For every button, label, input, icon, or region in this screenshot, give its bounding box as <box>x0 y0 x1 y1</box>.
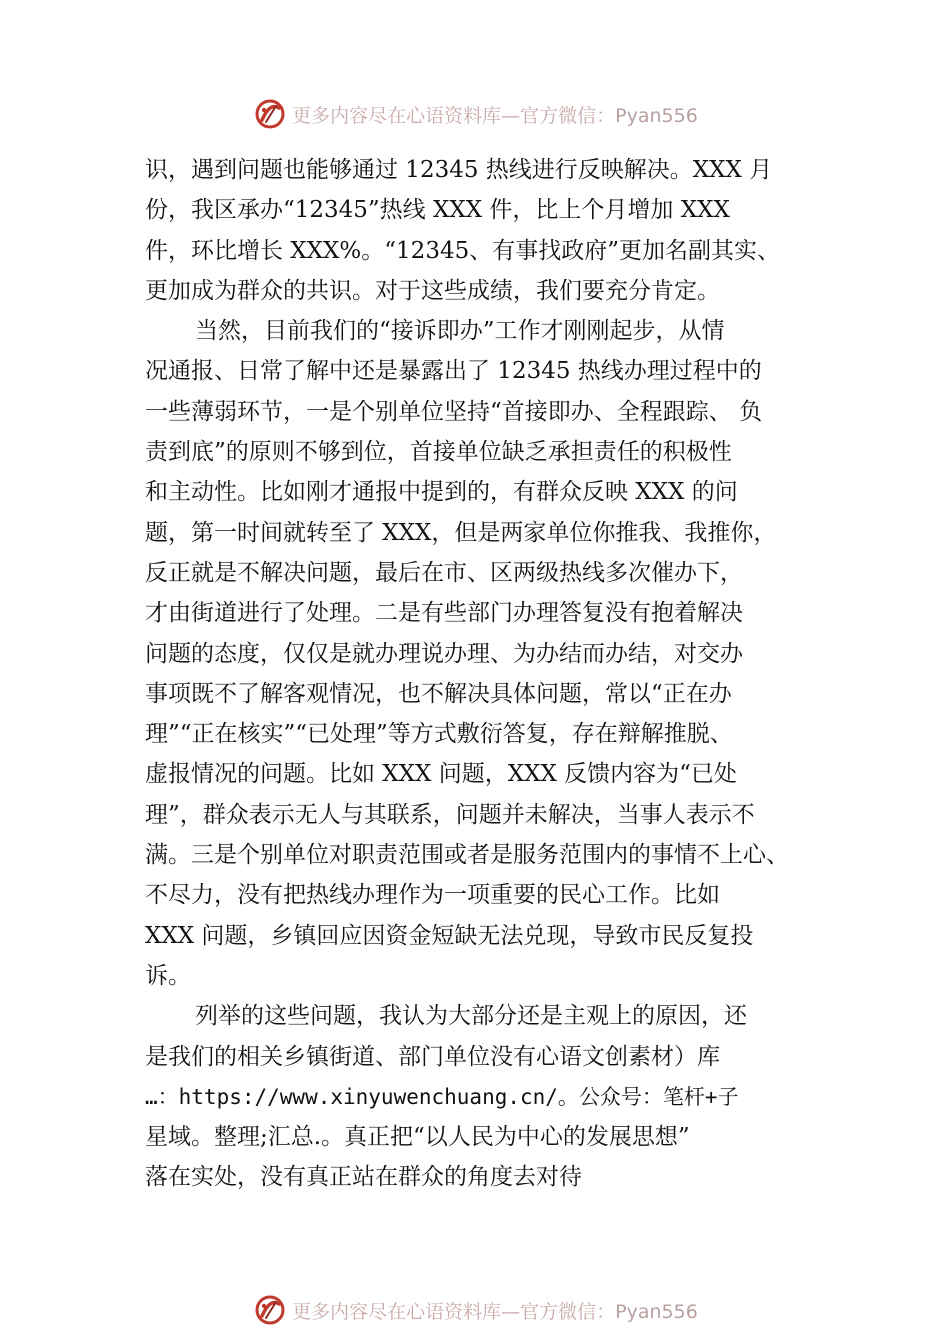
text-line: 星域。整理;汇总.。真正把“以人民为中心的发展思想” <box>145 1124 690 1151</box>
text-line: 理”“正在核实”“已处理”等方式敷衍答复，存在辩解推脱、 <box>145 721 733 748</box>
paragraph-start-line: 当然，目前我们的“接诉即办”工作才刚刚起步，从情 <box>195 318 725 345</box>
footer-banner <box>0 1290 950 1330</box>
banner-text: 更多内容尽在心语资料库—官方微信：Pyan556 <box>292 1300 698 1323</box>
text-line: 虚报情况的问题。比如 XXX 问题，XXX 反馈内容为“已处 <box>145 761 737 788</box>
url-line: …：https://www.xinyuwenchuang.cn/。公众号：笔杆+子 <box>145 1084 739 1109</box>
text-line: 责到底”的原则不够到位，首接单位缺乏承担责任的积极性 <box>145 439 732 466</box>
text-line: 满。三是个别单位对职责范围或者是服务范围内的事情不上心、 <box>145 842 789 869</box>
text-line: 诉。 <box>145 962 191 989</box>
wechat-handle: Pyan556 <box>615 1300 698 1323</box>
xinyu-logo-icon <box>252 96 288 132</box>
text-line: 理”，群众表示无人与其联系，问题并未解决，当事人表示不 <box>145 801 755 828</box>
text-line: 反正就是不解决问题，最后在市、区两级热线多次催办下， <box>145 559 743 586</box>
banner-text: 更多内容尽在心语资料库—官方微信：Pyan556 <box>292 104 698 127</box>
document-body <box>145 150 825 1198</box>
xinyu-logo-icon <box>252 1292 288 1328</box>
paragraph-start-line: 列举的这些问题，我认为大部分还是主观上的原因，还 <box>195 1003 747 1030</box>
text-line: 才由街道进行了处理。二是有些部门办理答复没有抱着解决 <box>145 600 743 627</box>
text-line: 是我们的相关乡镇街道、部门单位没有心语文创素材）库 <box>145 1043 720 1070</box>
text-line: 问题的态度，仅仅是就办理说办理、为办结而办结，对交办 <box>145 640 743 667</box>
wechat-handle: Pyan556 <box>615 104 698 127</box>
text-line: 识，遇到问题也能够通过 12345 热线进行反映解决。XXX 月 <box>145 157 773 183</box>
text-line: 落在实处，没有真正站在群众的角度去对待 <box>145 1164 582 1191</box>
text-line: 不尽力，没有把热线办理作为一项重要的民心工作。比如 <box>145 882 720 909</box>
text-line: 题，第一时间就转至了 XXX，但是两家单位你推我、我推你， <box>145 519 777 546</box>
text-line: 事项既不了解客观情况，也不解决具体问题，常以“正在办 <box>145 680 732 707</box>
text-line: XXX 问题，乡镇回应因资金短缺无法兑现，导致市民反复投 <box>145 922 754 949</box>
text-line: 份，我区承办“12345”热线 XXX 件，比上个月增加 XXX <box>145 197 730 224</box>
text-line: 和主动性。比如刚才通报中提到的，有群众反映 XXX 的问 <box>145 479 738 506</box>
header-banner <box>0 94 950 134</box>
text-line: 一些薄弱环节，一是个别单位坚持“首接即办、全程跟踪、 负 <box>145 398 763 425</box>
text-line: 更加成为群众的共识。对于这些成绩，我们要充分肯定。 <box>145 277 720 304</box>
text-line: 件，环比增长 XXX%。“12345、有事找政府”更加名副其实、 <box>145 237 780 264</box>
text-line: 况通报、日常了解中还是暴露出了 12345 热线办理过程中的 <box>145 358 762 385</box>
